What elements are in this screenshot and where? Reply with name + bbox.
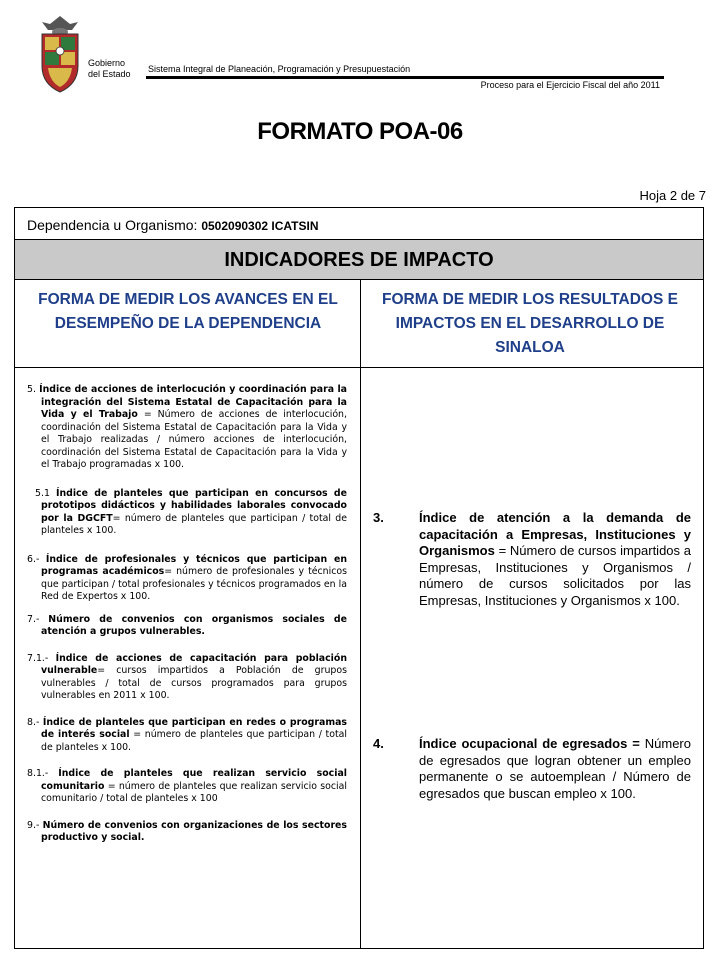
page-number: Hoja 2 de 7: [639, 188, 706, 203]
impact-item: [373, 510, 691, 610]
dependency-label: Dependencia u Organismo:: [27, 217, 198, 233]
indicator-item: 7.- Número de convenios con organismos sociales de atención a grupos vulnerables.: [27, 613, 347, 637]
impact-text: Índice ocupacional de egresados = Número de egresados que logran obtener un empleo permanente o se autoemplean / Número de egresados que buscan empleo x 100.: [419, 736, 691, 801]
left-column-header: FORMA DE MEDIR LOS AVANCES EN EL DESEMPEÑO DE LA DEPENDENCIA: [38, 291, 338, 332]
indicators-table: [14, 207, 704, 949]
indicator-item: 9.- Número de convenios con organizaciones de los sectores productivo y social.: [27, 819, 348, 843]
impact-number: 4.: [373, 736, 384, 751]
system-name: Sistema Integral de Planeación, Programación y Presupuestación: [148, 64, 411, 74]
right-column-header: FORMA DE MEDIR LOS RESULTADOS E IMPACTOS EN EL DESARROLLO DE SINALOA: [382, 291, 678, 356]
government-label: Gobierno del Estado: [88, 58, 131, 79]
section-band: INDICADORES DE IMPACTO: [15, 240, 703, 280]
impact-item: [373, 736, 691, 802]
column-headers: [15, 280, 703, 368]
indicator-item: 8.- Índice de planteles que participan en redes o programas de interés social = número de planteles que participan / total de planteles x 100.: [27, 716, 347, 753]
left-indicators: [27, 384, 347, 855]
fiscal-process: Proceso para el Ejercicio Fiscal del año 2011: [480, 80, 660, 90]
indicator-item: 7.1.- Índice de acciones de capacitación para población vulnerable= cursos impartidos a Población de grupos vulnerables / total de cursos programados para grupos vulnerables en 2011 x 100.: [27, 652, 347, 701]
impact-number: 3.: [373, 510, 384, 525]
header-rule: [146, 76, 664, 79]
indicator-item: 8.1.- Índice de planteles que realizan servicio social comunitario = número de planteles que realizan servicio social comunitario / total de planteles x 100: [27, 768, 347, 804]
indicator-item: 5. Índice de acciones de interlocución y coordinación para la integración del Sistema Estatal de Capacitación para la Vida y el Trabajo = Número de acciones de interlocución, coordinación del Sistema Estatal de Capacitación para la Vida y el Trabajo realizadas / número acciones de interlocución, coordinación del Sistema Estatal de Capacitación para la Vida y el Trabajo programadas x 100.: [27, 384, 348, 470]
impact-text: Índice de atención a la demanda de capacitación a Empresas, Instituciones y Organismos = Número de cursos impartidos a Empresas, Instituciones y Organismos / número de cursos solicitados por las Empresas, Instituciones y Organismos x 100.: [419, 510, 691, 608]
dependency-row: [15, 208, 703, 240]
page-title: FORMATO POA-06: [257, 118, 463, 145]
state-coat-of-arms-icon: [36, 14, 84, 100]
indicator-item: 5.1 Índice de planteles que participan en concursos de prototipos didácticos y habilidades laborales convocado por la DGCFT= número de planteles que participan / total de planteles x 100.: [35, 487, 347, 536]
column-divider: [360, 280, 361, 948]
indicator-item: 6.- Índice de profesionales y técnicos que participan en programas académicos= número de profesionales y técnicos que participan / total profesionales y técnicos programados en la Red de Expertos x 100.: [27, 553, 348, 602]
dependency-value: 0502090302 ICATSIN: [201, 219, 319, 233]
